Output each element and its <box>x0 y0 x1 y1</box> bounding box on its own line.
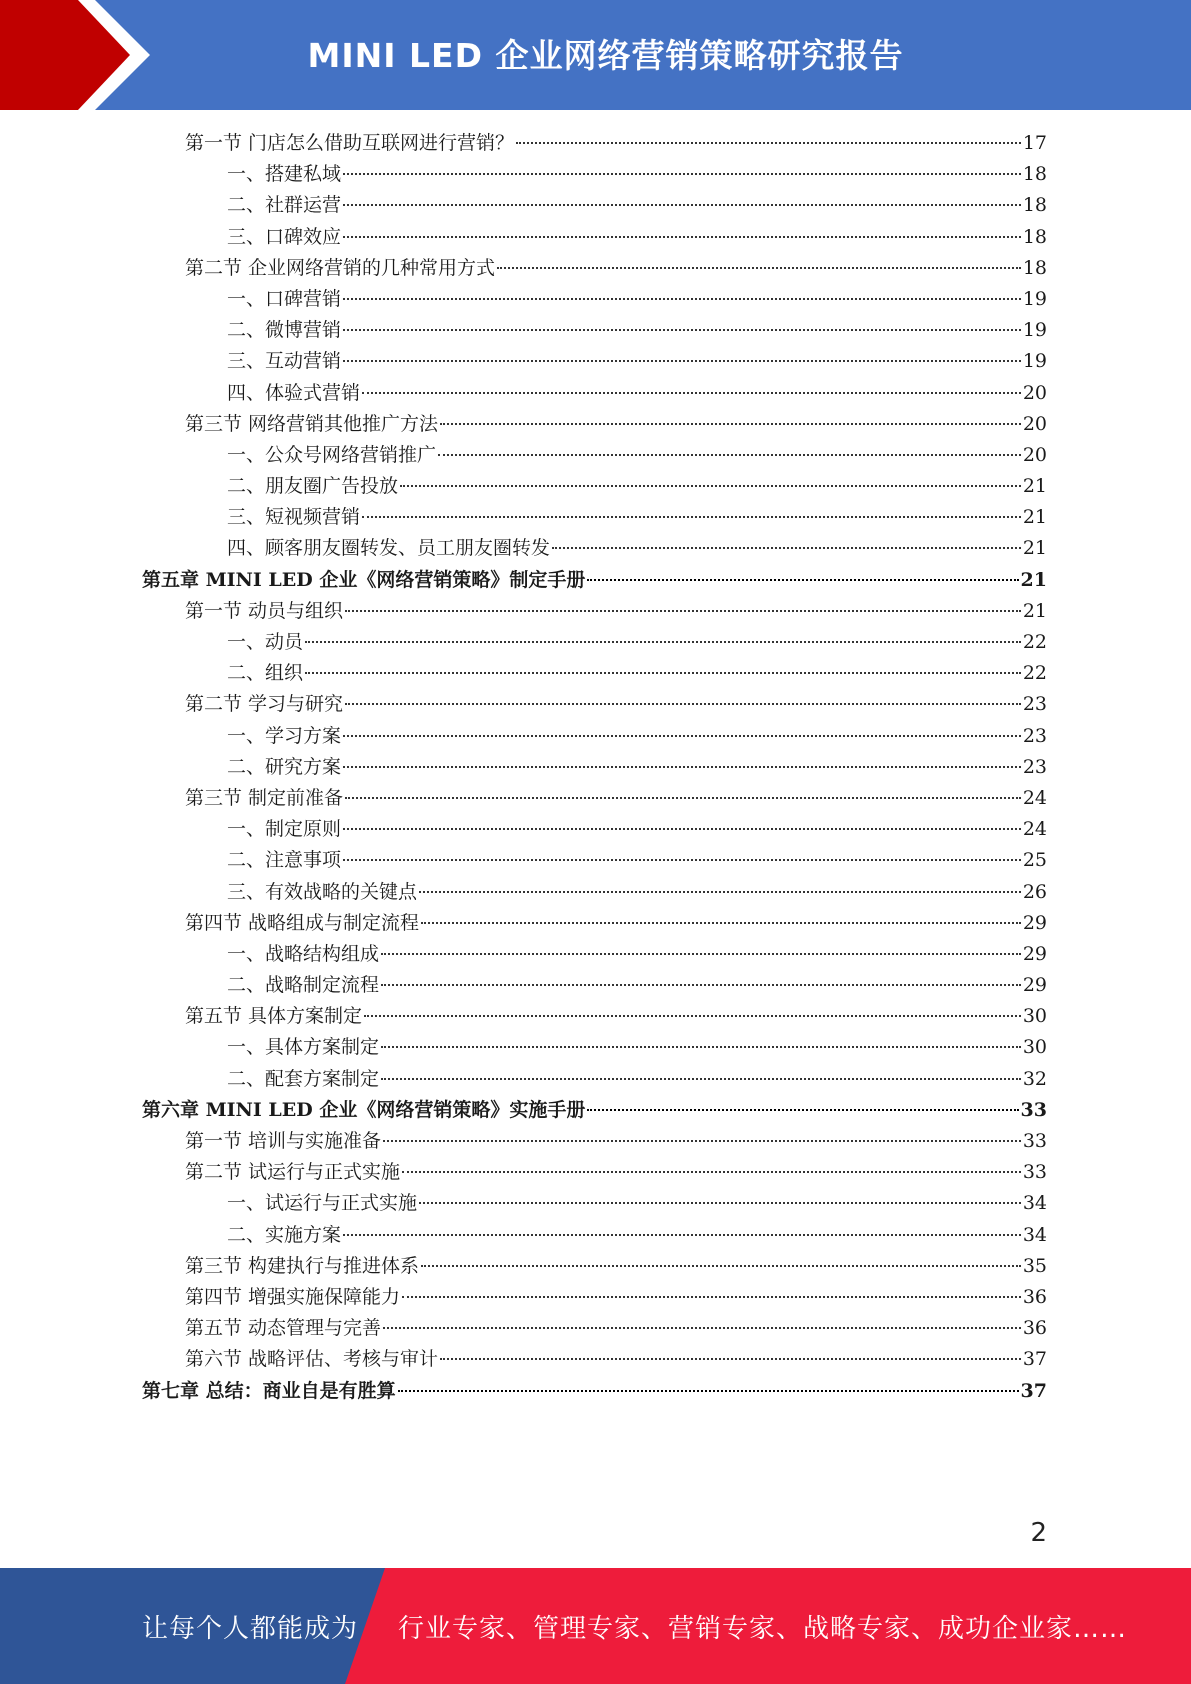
toc-entry-page-number: 36 <box>1022 1317 1047 1340</box>
toc-entry-label: 第一节 培训与实施准备 <box>185 1130 382 1152</box>
toc-entry-page-number: 20 <box>1022 443 1047 466</box>
dot-leader <box>305 672 1021 674</box>
footer-slogan-right: 行业专家、管理专家、营销专家、战略专家、成功企业家…… <box>398 1614 1128 1644</box>
toc-entry-page-number: 20 <box>1022 381 1047 404</box>
toc-entry-label: 二、注意事项 <box>227 849 342 872</box>
toc-entry-page-number: 19 <box>1022 287 1047 310</box>
dot-leader <box>343 329 1021 331</box>
dot-leader <box>343 298 1021 300</box>
dot-leader <box>364 1015 1021 1017</box>
dot-leader <box>343 204 1021 206</box>
dot-leader <box>587 579 1018 581</box>
toc-chapter-row[interactable] <box>0 1376 1191 1407</box>
toc-item-row[interactable] <box>0 877 1191 908</box>
toc-entry-label: 三、有效战略的关键点 <box>227 880 418 903</box>
toc-item-row[interactable] <box>0 222 1191 253</box>
toc-entry-label: 二、研究方案 <box>227 755 342 778</box>
toc-entry-page-number: 22 <box>1022 631 1047 653</box>
dot-leader <box>343 173 1021 175</box>
toc-entry-page-number: 23 <box>1022 724 1047 747</box>
toc-entry-page-number: 18 <box>1022 163 1047 186</box>
toc-entry-page-number: 25 <box>1022 849 1047 872</box>
dot-leader <box>421 1265 1021 1267</box>
toc-item-row[interactable] <box>0 939 1191 970</box>
toc-item-row[interactable] <box>0 471 1191 502</box>
toc-item-row[interactable] <box>0 378 1191 409</box>
header-banner <box>0 0 1191 110</box>
toc-section-row[interactable] <box>0 783 1191 814</box>
dot-leader <box>345 610 1021 612</box>
toc-item-row[interactable] <box>0 502 1191 533</box>
toc-entry-page-number: 23 <box>1022 755 1047 778</box>
toc-item-row[interactable] <box>0 1032 1191 1063</box>
dot-leader <box>381 953 1021 955</box>
toc-chapter-row[interactable] <box>0 565 1191 596</box>
dot-leader <box>440 1358 1021 1360</box>
toc-entry-label: 四、体验式营销 <box>227 381 361 404</box>
toc-entry-page-number: 22 <box>1022 662 1047 685</box>
toc-section-row[interactable] <box>0 596 1191 627</box>
toc-item-row[interactable] <box>0 315 1191 346</box>
toc-entry-page-number: 21 <box>1022 506 1047 529</box>
dot-leader <box>383 1140 1021 1142</box>
toc-item-row[interactable] <box>0 845 1191 876</box>
toc-entry-page-number: 23 <box>1022 693 1047 716</box>
toc-section-row[interactable] <box>0 1126 1191 1157</box>
toc-section-row[interactable] <box>0 689 1191 720</box>
dot-leader <box>383 1327 1021 1329</box>
dot-leader <box>343 360 1021 362</box>
toc-item-row[interactable] <box>0 1188 1191 1219</box>
dot-leader <box>419 891 1021 893</box>
toc-entry-label: 三、短视频营销 <box>227 506 361 529</box>
toc-entry-label: 三、口碑效应 <box>227 225 342 248</box>
toc-item-row[interactable] <box>0 814 1191 845</box>
toc-entry-label: 第六节 战略评估、考核与审计 <box>185 1348 439 1371</box>
toc-entry-label: 第五节 动态管理与完善 <box>185 1317 382 1340</box>
toc-entry-label: 二、社群运营 <box>227 194 342 217</box>
dot-leader <box>343 236 1021 238</box>
toc-entry-label: 一、搭建私域 <box>227 163 342 186</box>
toc-entry-label: 一、制定原则 <box>227 818 342 841</box>
toc-chapter-row[interactable] <box>0 1095 1191 1126</box>
dot-leader <box>497 267 1021 269</box>
toc-entry-label: 四、顾客朋友圈转发、员工朋友圈转发 <box>227 537 551 560</box>
toc-entry-page-number: 18 <box>1022 225 1047 248</box>
toc-entry-page-number: 29 <box>1022 942 1047 965</box>
toc-item-row[interactable] <box>0 752 1191 783</box>
toc-entry-label: 第三节 网络营销其他推广方法 <box>185 412 439 435</box>
toc-entry-page-number: 19 <box>1022 350 1047 373</box>
dot-leader <box>438 454 1021 456</box>
toc-item-row[interactable] <box>0 440 1191 471</box>
toc-entry-page-number: 29 <box>1022 974 1047 997</box>
toc-item-row[interactable] <box>0 159 1191 190</box>
toc-entry-page-number: 19 <box>1022 319 1047 342</box>
dot-leader <box>381 984 1021 986</box>
toc-section-row[interactable] <box>0 253 1191 284</box>
toc-section-row[interactable] <box>0 1157 1191 1188</box>
toc-entry-label: 第三节 制定前准备 <box>185 786 344 809</box>
dot-leader <box>345 797 1021 799</box>
toc-entry-label: 第五节 具体方案制定 <box>185 1005 363 1028</box>
toc-entry-page-number: 34 <box>1022 1223 1047 1246</box>
toc-entry-page-number: 29 <box>1022 911 1047 934</box>
toc-section-row[interactable] <box>0 128 1191 159</box>
toc-entry-page-number: 37 <box>1022 1348 1047 1371</box>
dot-leader <box>587 1109 1018 1111</box>
toc-entry-label: 二、实施方案 <box>227 1223 342 1246</box>
toc-section-row[interactable] <box>0 1001 1191 1032</box>
dot-leader <box>362 516 1021 518</box>
toc-entry-label: 一、学习方案 <box>227 724 342 747</box>
toc-entry-label: 第四节 战略组成与制定流程 <box>185 911 420 934</box>
dot-leader <box>421 922 1021 924</box>
toc-item-row[interactable] <box>0 1220 1191 1251</box>
toc-entry-page-number: 18 <box>1022 256 1047 279</box>
toc-item-row[interactable] <box>0 627 1191 658</box>
toc-section-row[interactable] <box>0 1313 1191 1344</box>
toc-entry-label: 第二节 企业网络营销的几种常用方式 <box>185 256 496 279</box>
table-of-contents <box>0 128 1191 1407</box>
dot-leader <box>381 1078 1021 1080</box>
toc-entry-page-number: 21 <box>1022 475 1047 498</box>
toc-entry-page-number: 26 <box>1022 880 1047 903</box>
dot-leader <box>345 703 1021 705</box>
toc-entry-label: 三、互动营销 <box>227 350 342 373</box>
toc-entry-page-number: 37 <box>1020 1379 1047 1402</box>
toc-entry-label: 第二节 试运行与正式实施 <box>185 1161 401 1184</box>
toc-entry-page-number: 20 <box>1022 412 1047 435</box>
toc-item-row[interactable] <box>0 658 1191 689</box>
toc-entry-page-number: 34 <box>1022 1192 1047 1215</box>
dot-leader <box>343 859 1021 861</box>
toc-entry-label: 第一节 动员与组织 <box>185 599 344 622</box>
toc-entry-page-number: 33 <box>1022 1130 1047 1152</box>
toc-entry-label: 一、动员 <box>227 631 304 653</box>
toc-section-row[interactable] <box>0 1282 1191 1313</box>
document-title: MINI LED 企业网络营销策略研究报告 <box>307 36 904 75</box>
toc-entry-label: 第七章 总结：商业自是有胜算 <box>142 1379 396 1402</box>
toc-item-row[interactable] <box>0 533 1191 564</box>
footer-slogan-left: 让每个人都能成为 <box>142 1614 359 1644</box>
toc-entry-label: 第五章 MINI LED 企业《网络营销策略》制定手册 <box>142 568 586 591</box>
dot-leader <box>402 1171 1021 1173</box>
toc-entry-label: 第六章 MINI LED 企业《网络营销策略》实施手册 <box>142 1098 586 1121</box>
toc-item-row[interactable] <box>0 284 1191 315</box>
toc-entry-label: 第三节 构建执行与推进体系 <box>185 1254 420 1277</box>
toc-entry-label: 一、口碑营销 <box>227 287 342 310</box>
dot-leader <box>343 766 1021 768</box>
toc-entry-page-number: 32 <box>1022 1067 1047 1090</box>
dot-leader <box>402 1296 1021 1298</box>
dot-leader <box>362 392 1021 394</box>
toc-entry-label: 一、具体方案制定 <box>227 1036 380 1059</box>
toc-section-row[interactable] <box>0 1344 1191 1375</box>
dot-leader <box>400 485 1021 487</box>
toc-entry-page-number: 21 <box>1022 599 1047 622</box>
footer-banner <box>0 1568 1191 1684</box>
toc-entry-page-number: 24 <box>1022 786 1047 809</box>
toc-entry-page-number: 30 <box>1022 1036 1047 1059</box>
dot-leader <box>552 547 1021 549</box>
dot-leader <box>381 1046 1021 1048</box>
toc-section-row[interactable] <box>0 409 1191 440</box>
toc-entry-page-number: 21 <box>1020 568 1047 591</box>
toc-entry-label: 第一节 门店怎么借助互联网进行营销？ <box>185 132 515 154</box>
toc-item-row[interactable] <box>0 970 1191 1001</box>
toc-entry-label: 一、战略结构组成 <box>227 942 380 965</box>
toc-entry-page-number: 33 <box>1020 1098 1047 1121</box>
toc-entry-label: 第二节 学习与研究 <box>185 693 344 716</box>
dot-leader <box>516 142 1021 144</box>
toc-entry-label: 二、微博营销 <box>227 319 342 342</box>
dot-leader <box>419 1202 1021 1204</box>
toc-entry-label: 一、公众号网络营销推广 <box>227 443 437 466</box>
toc-entry-page-number: 30 <box>1022 1005 1047 1028</box>
dot-leader <box>305 641 1021 643</box>
toc-entry-page-number: 24 <box>1022 818 1047 841</box>
toc-item-row[interactable] <box>0 721 1191 752</box>
toc-entry-page-number: 21 <box>1022 537 1047 560</box>
dot-leader <box>343 1234 1021 1236</box>
toc-entry-label: 第四节 增强实施保障能力 <box>185 1285 401 1308</box>
dot-leader <box>398 1390 1019 1392</box>
toc-item-row[interactable] <box>0 190 1191 221</box>
toc-entry-label: 二、组织 <box>227 662 304 685</box>
toc-section-row[interactable] <box>0 908 1191 939</box>
dot-leader <box>343 735 1021 737</box>
toc-entry-label: 二、战略制定流程 <box>227 974 380 997</box>
toc-entry-label: 一、试运行与正式实施 <box>227 1192 418 1215</box>
dot-leader <box>343 828 1021 830</box>
toc-item-row[interactable] <box>0 346 1191 377</box>
toc-entry-page-number: 17 <box>1022 132 1047 154</box>
toc-entry-label: 二、配套方案制定 <box>227 1067 380 1090</box>
toc-entry-label: 二、朋友圈广告投放 <box>227 475 399 498</box>
toc-section-row[interactable] <box>0 1251 1191 1282</box>
page-number: 2 <box>1030 1518 1047 1548</box>
toc-entry-page-number: 35 <box>1022 1254 1047 1277</box>
dot-leader <box>440 423 1021 425</box>
toc-entry-page-number: 33 <box>1022 1161 1047 1184</box>
toc-entry-page-number: 36 <box>1022 1285 1047 1308</box>
toc-entry-page-number: 18 <box>1022 194 1047 217</box>
toc-item-row[interactable] <box>0 1064 1191 1095</box>
